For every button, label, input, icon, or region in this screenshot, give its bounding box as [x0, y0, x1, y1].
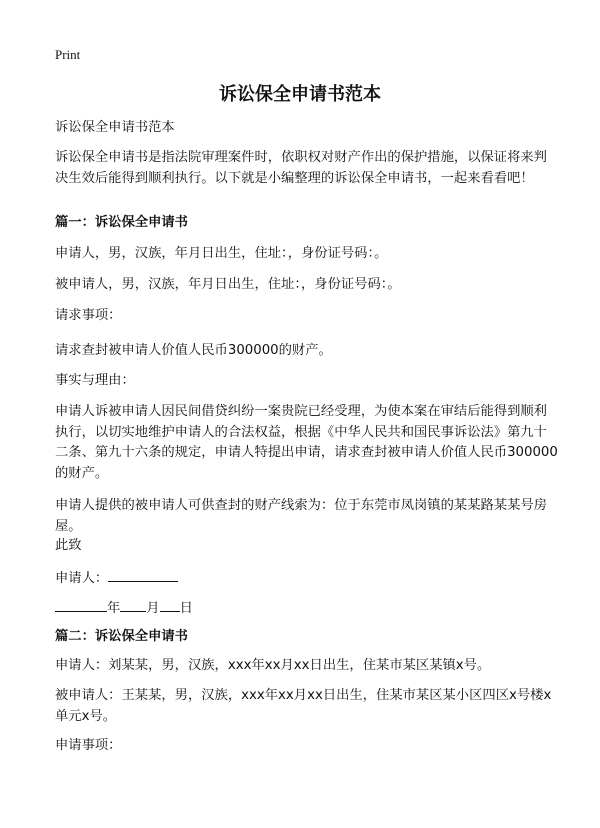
month-blank — [120, 597, 146, 612]
section1-clue: 申请人提供的被申请人可供查封的财产线索为：位于东莞市凤岗镇的某某路某某号房屋。 — [55, 498, 547, 534]
section1-applicant: 申请人，男，汉族，年月日出生，住址：，身份证号码：。 — [55, 246, 388, 261]
section1-signature-line — [55, 567, 560, 590]
section1-reason-label: 事实与理由： — [55, 373, 135, 388]
section1-reason: 申请人诉被申请人因民间借贷纠纷一案贵院已经受理，为使本案在审结后能得到顺利执行，以切实地维护申请人的合法权益，根据《中华人民共和国民事诉讼法》第九十二条、第九十六条的规定，申请人特提出申请，请求查封被申请人价值人民币300000的财产。 — [55, 404, 558, 481]
day-label: 日 — [179, 601, 193, 616]
sign-blank — [108, 567, 178, 582]
subtitle: 诉讼保全申请书范本 — [55, 120, 175, 135]
section1-heading: 篇一：诉讼保全申请书 — [55, 215, 188, 230]
section1-date-line — [55, 597, 560, 620]
section1-request-label: 请求事项： — [55, 308, 122, 323]
intro-paragraph: 诉讼保全申请书是指法院审理案件时，依职权对财产作出的保护措施，以保证将来判决生效后能得到顺利执行。以下就是小编整理的诉讼保全申请书，一起来看看吧！ — [55, 150, 547, 186]
year-blank — [55, 597, 107, 612]
section2-applicant: 申请人：刘某某，男，汉族，xxx年xx月xx日出生，住某市某区某镇x号。 — [55, 658, 491, 673]
year-label: 年 — [107, 601, 121, 616]
section2-heading: 篇二：诉讼保全申请书 — [55, 629, 188, 644]
page-title: 诉讼保全申请书范本 — [219, 84, 381, 105]
section2-respondent: 被申请人：王某某，男，汉族，xxx年xx月xx日出生，住某市某区某小区四区x号楼x单元x号。 — [55, 688, 552, 724]
print-link[interactable]: Print — [55, 47, 81, 62]
section2-request-label: 申请事项： — [55, 738, 122, 753]
section1-respondent: 被申请人，男，汉族，年月日出生，住址：，身份证号码：。 — [55, 277, 401, 292]
month-label: 月 — [146, 601, 160, 616]
sign-label: 申请人： — [55, 571, 109, 586]
day-blank — [160, 597, 180, 612]
section1-closing: 此致 — [55, 538, 82, 553]
section1-request: 请求查封被申请人价值人民币300000的财产。 — [55, 343, 332, 358]
